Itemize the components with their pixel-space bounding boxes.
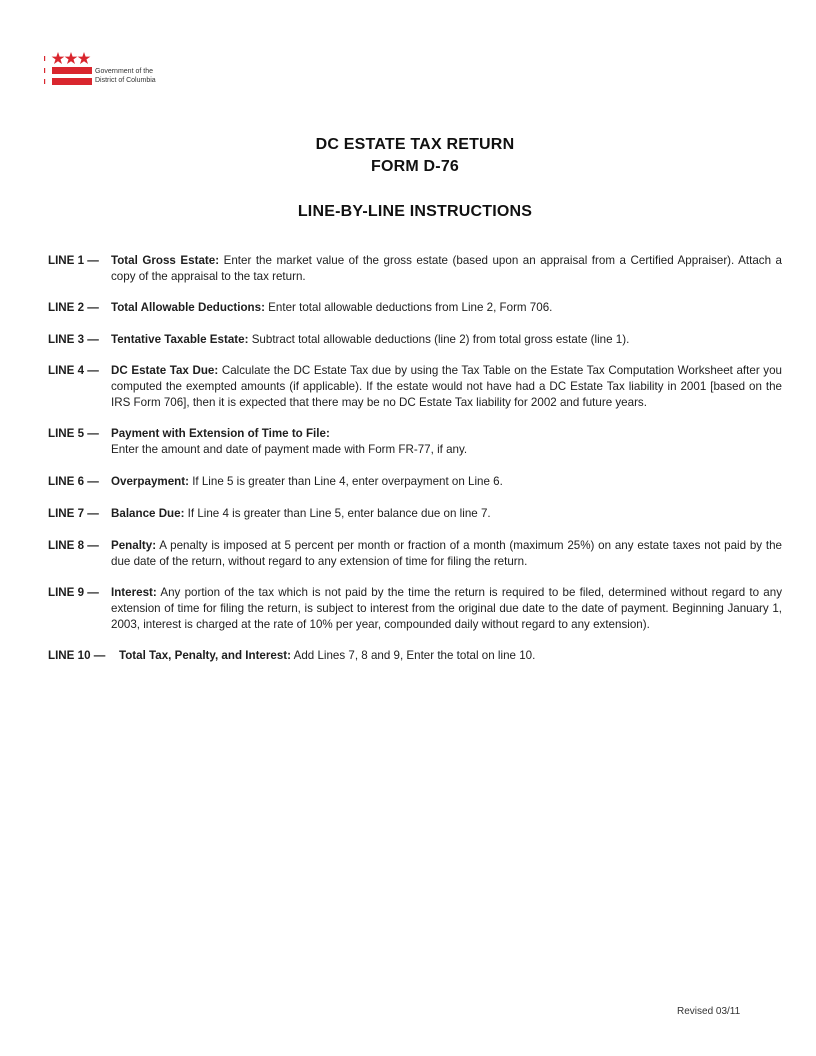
line-title: Total Gross Estate: <box>111 254 220 267</box>
line-label: LINE 8 — <box>48 539 99 552</box>
line-text: Add Lines 7, 8 and 9, Enter the total on line 10. <box>291 649 536 662</box>
line-title: Tentative Taxable Estate: <box>111 333 249 346</box>
line-item-4 <box>48 363 782 411</box>
line-title: Interest: <box>111 586 157 599</box>
line-text: Enter the amount and date of payment made with Form FR-77, if any. <box>111 443 468 456</box>
line-item-7 <box>48 506 782 522</box>
logo-text <box>95 68 156 85</box>
line-item-9 <box>48 585 782 633</box>
line-item-6 <box>48 474 782 490</box>
star-icon <box>52 52 65 64</box>
revision-date: Revised 03/11 <box>677 1006 741 1017</box>
line-text: If Line 5 is greater than Line 4, enter overpayment on Line 6. <box>188 475 503 488</box>
star-icon <box>78 52 91 64</box>
line-title: Overpayment: <box>111 475 189 488</box>
logo-text-line1: Government of the <box>95 68 153 75</box>
line-title: DC Estate Tax Due: <box>111 364 219 377</box>
line-title: Penalty: <box>111 539 157 552</box>
line-item-8 <box>48 538 782 570</box>
line-text: Any portion of the tax which is not paid by the time the return is required to be filed, determined without regard to any extension of time for filing the return, is subject to interest from the original due date to the date of payment. Beginning January 1, 2003, interest is charged at the rate of 10% per year, compounded daily without regard to any extension). <box>111 586 782 631</box>
title-line1: DC ESTATE TAX RETURN <box>315 136 515 153</box>
line-label: LINE 6 — <box>48 475 99 488</box>
line-title: Total Allowable Deductions: <box>111 301 265 314</box>
line-label: LINE 3 — <box>48 333 99 346</box>
line-label: LINE 1 — <box>48 254 99 267</box>
dc-government-logo <box>42 50 182 90</box>
line-title: Balance Due: <box>111 507 185 520</box>
line-label: LINE 7 — <box>48 507 99 520</box>
line-label: LINE 4 — <box>48 364 99 377</box>
title-line2: FORM D-76 <box>370 158 460 175</box>
instructions-list <box>48 253 782 664</box>
line-label: LINE 5 — <box>48 427 99 440</box>
flag-bar <box>52 67 92 74</box>
line-item-1 <box>48 253 782 285</box>
flag-bar <box>52 78 92 85</box>
line-item-5 <box>48 426 782 458</box>
dc-flag-icon <box>42 50 94 90</box>
line-item-2 <box>48 300 782 316</box>
line-text: Calculate the DC Estate Tax due by using the Tax Table on the Estate Tax Computation Worksheet after you computed the exempted amounts (if applicable). If the estate would not have had a DC Estate Tax liability in 2001 [based on the IRS Form 706], then it is expected that there may be no DC Estate Tax liability for 2002 and future years. <box>111 364 782 409</box>
line-title: Payment with Extension of Time to File: <box>111 427 330 440</box>
line-label: LINE 2 — <box>48 301 99 314</box>
line-label: LINE 10 — <box>48 649 106 662</box>
line-label: LINE 9 — <box>48 586 99 599</box>
line-text: Enter total allowable deductions from Line 2, Form 706. <box>264 301 553 314</box>
star-icon <box>65 52 78 64</box>
line-item-10 <box>48 648 782 664</box>
line-text: A penalty is imposed at 5 percent per month or fraction of a month (maximum 25%) on any estate taxes not paid by the due date of the return, without regard to any extension of time for filing the return. <box>111 539 782 568</box>
line-text: If Line 4 is greater than Line 5, enter balance due on line 7. <box>184 507 491 520</box>
page-title <box>0 134 816 178</box>
line-item-3 <box>48 332 782 348</box>
line-text: Enter the market value of the gross estate (based upon an appraisal from a Certified Appraiser). Attach a copy of the appraisal to the tax return. <box>111 254 782 283</box>
line-text: Subtract total allowable deductions (line 2) from total gross estate (line 1). <box>248 333 630 346</box>
page-subtitle: LINE-BY-LINE INSTRUCTIONS <box>297 203 533 220</box>
logo-text-line2: District of Columbia <box>95 76 156 84</box>
line-title: Total Tax, Penalty, and Interest: <box>119 649 292 662</box>
